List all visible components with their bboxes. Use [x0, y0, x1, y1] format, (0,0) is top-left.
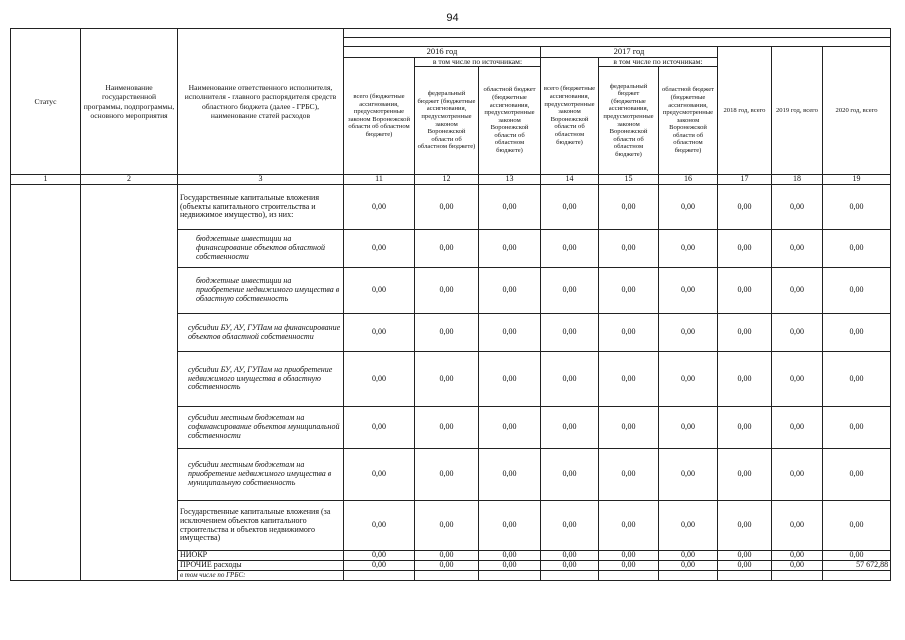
value-cell [718, 571, 772, 581]
value-cell: 0,00 [659, 314, 718, 352]
value-cell: 0,00 [541, 314, 599, 352]
budget-table [10, 28, 891, 581]
value-cell: 0,00 [415, 501, 479, 551]
value-cell: 0,00 [599, 407, 659, 449]
col-num: 14 [541, 175, 599, 185]
value-cell: 0,00 [344, 352, 415, 407]
value-cell: 0,00 [479, 407, 541, 449]
value-cell: 0,00 [659, 501, 718, 551]
value-cell: 0,00 [415, 230, 479, 268]
value-cell [344, 571, 415, 581]
header-2017-total: всего (бюджетные ассигнования, предусмотренные законом Воронежской области об областном бюджете) [541, 57, 599, 175]
row-label: субсидии местным бюджетам на приобретение недвижимого имущества в муниципальную собственность [178, 449, 344, 501]
value-cell: 0,00 [823, 352, 891, 407]
row-label: в том числе по ГРБС: [178, 571, 344, 581]
value-cell: 0,00 [344, 314, 415, 352]
header-year-2016: 2016 год [344, 47, 541, 58]
header-2016-total: всего (бюджетные ассигнования, предусмотренные законом Воронежской области об областном бюджете) [344, 57, 415, 175]
value-cell: 0,00 [599, 551, 659, 561]
header-2017-regional: областной бюджет (бюджетные ассигнования, предусмотренные законом Воронежской области об областном бюджете) [659, 67, 718, 175]
value-cell: 0,00 [718, 352, 772, 407]
row-label: субсидии БУ, АУ, ГУПам на финансирование объектов областной собственности [178, 314, 344, 352]
value-cell: 0,00 [772, 230, 823, 268]
value-cell: 0,00 [659, 268, 718, 314]
header-2016-regional: областной бюджет (бюджетные ассигнования, предусмотренные законом Воронежской области об областном бюджете) [479, 67, 541, 175]
value-cell: 0,00 [415, 314, 479, 352]
value-cell: 0,00 [823, 449, 891, 501]
row-label: бюджетные инвестиции на финансирование объектов областной собственности [178, 230, 344, 268]
value-cell: 0,00 [772, 551, 823, 561]
value-cell: 0,00 [479, 551, 541, 561]
column-numbers-row [11, 175, 891, 185]
value-cell: 0,00 [415, 561, 479, 571]
col-num: 19 [823, 175, 891, 185]
row-label: субсидии местным бюджетам на софинансирование объектов муниципальной собственности [178, 407, 344, 449]
value-cell: 0,00 [718, 501, 772, 551]
value-cell: 0,00 [599, 352, 659, 407]
value-cell: 0,00 [823, 314, 891, 352]
row-label: субсидии БУ, АУ, ГУПам на приобретение недвижимого имущества в областную собственность [178, 352, 344, 407]
col-num: 11 [344, 175, 415, 185]
header-2016-federal: федеральный бюджет (бюджетные ассигнования, предусмотренные законом Воронежской области об областном бюджете) [415, 67, 479, 175]
value-cell: 0,00 [823, 185, 891, 230]
value-cell: 0,00 [344, 561, 415, 571]
status-cell [11, 185, 81, 581]
header-2020: 2020 год, всего [823, 47, 891, 175]
value-cell: 0,00 [772, 268, 823, 314]
header-spacer-2 [344, 38, 891, 47]
value-cell [772, 571, 823, 581]
row-label: Государственные капитальные вложения (за исключением объектов капитального строительства и объектов недвижимого имущества) [178, 501, 344, 551]
value-cell: 0,00 [344, 185, 415, 230]
value-cell: 0,00 [718, 407, 772, 449]
value-cell: 0,00 [599, 185, 659, 230]
value-cell: 0,00 [415, 185, 479, 230]
value-cell [659, 571, 718, 581]
value-cell: 0,00 [415, 407, 479, 449]
value-cell: 57 672,88 [823, 561, 891, 571]
value-cell: 0,00 [823, 551, 891, 561]
value-cell: 0,00 [823, 501, 891, 551]
value-cell: 0,00 [599, 501, 659, 551]
value-cell: 0,00 [344, 407, 415, 449]
value-cell: 0,00 [772, 561, 823, 571]
header-spacer [344, 29, 891, 38]
value-cell: 0,00 [541, 352, 599, 407]
value-cell: 0,00 [772, 314, 823, 352]
value-cell: 0,00 [541, 407, 599, 449]
value-cell: 0,00 [659, 551, 718, 561]
value-cell: 0,00 [479, 230, 541, 268]
value-cell: 0,00 [823, 407, 891, 449]
value-cell: 0,00 [479, 314, 541, 352]
value-cell: 0,00 [415, 551, 479, 561]
value-cell: 0,00 [823, 230, 891, 268]
value-cell: 0,00 [479, 352, 541, 407]
value-cell: 0,00 [344, 230, 415, 268]
value-cell: 0,00 [344, 449, 415, 501]
header-2017-sources: в том числе по источникам: [599, 57, 718, 67]
value-cell [823, 571, 891, 581]
value-cell: 0,00 [772, 352, 823, 407]
value-cell: 0,00 [772, 185, 823, 230]
value-cell: 0,00 [599, 314, 659, 352]
value-cell: 0,00 [659, 185, 718, 230]
header-program: Наименование государственной программы, подпрограммы, основного мероприятия [81, 29, 178, 175]
value-cell: 0,00 [479, 561, 541, 571]
value-cell: 0,00 [479, 268, 541, 314]
col-num: 2 [81, 175, 178, 185]
value-cell: 0,00 [659, 561, 718, 571]
col-num: 1 [11, 175, 81, 185]
value-cell: 0,00 [541, 449, 599, 501]
row-label: Государственные капитальные вложения (объекты капитального строительства и недвижимое имущество), из них: [178, 185, 344, 230]
value-cell: 0,00 [541, 230, 599, 268]
value-cell: 0,00 [659, 449, 718, 501]
value-cell: 0,00 [344, 551, 415, 561]
value-cell: 0,00 [415, 268, 479, 314]
header-executor: Наименование ответственного исполнителя, исполнителя - главного распорядителя средств областного бюджета (далее - ГРБС), наименование статей расходов [178, 29, 344, 175]
value-cell: 0,00 [659, 407, 718, 449]
value-cell: 0,00 [479, 185, 541, 230]
header-status: Статус [11, 29, 81, 175]
value-cell: 0,00 [772, 407, 823, 449]
value-cell: 0,00 [541, 268, 599, 314]
col-num: 17 [718, 175, 772, 185]
program-cell [81, 185, 178, 581]
col-num: 12 [415, 175, 479, 185]
value-cell: 0,00 [718, 268, 772, 314]
value-cell: 0,00 [599, 230, 659, 268]
header-2017-federal: федеральный бюджет (бюджетные ассигнования, предусмотренные законом Воронежской области об областном бюджете) [599, 67, 659, 175]
header-year-2017: 2017 год [541, 47, 718, 58]
value-cell: 0,00 [718, 561, 772, 571]
value-cell: 0,00 [415, 352, 479, 407]
row-label: НИОКР [178, 551, 344, 561]
value-cell [415, 571, 479, 581]
value-cell: 0,00 [718, 449, 772, 501]
value-cell: 0,00 [659, 352, 718, 407]
header-2018: 2018 год, всего [718, 47, 772, 175]
value-cell: 0,00 [344, 268, 415, 314]
value-cell: 0,00 [479, 449, 541, 501]
value-cell: 0,00 [718, 185, 772, 230]
value-cell: 0,00 [772, 501, 823, 551]
page-number: 94 [446, 12, 459, 24]
row-label: бюджетные инвестиции на приобретение недвижимого имущества в областную собственность [178, 268, 344, 314]
header-2019: 2019 год, всего [772, 47, 823, 175]
value-cell: 0,00 [823, 268, 891, 314]
value-cell [541, 571, 599, 581]
value-cell: 0,00 [772, 449, 823, 501]
value-cell: 0,00 [344, 501, 415, 551]
value-cell: 0,00 [541, 551, 599, 561]
table-row [11, 185, 891, 230]
row-label: ПРОЧИЕ расходы [178, 561, 344, 571]
value-cell: 0,00 [479, 501, 541, 551]
col-num: 13 [479, 175, 541, 185]
value-cell: 0,00 [659, 230, 718, 268]
value-cell: 0,00 [541, 501, 599, 551]
value-cell: 0,00 [541, 561, 599, 571]
value-cell [599, 571, 659, 581]
col-num: 15 [599, 175, 659, 185]
value-cell: 0,00 [718, 314, 772, 352]
value-cell: 0,00 [599, 561, 659, 571]
value-cell: 0,00 [718, 230, 772, 268]
header-2016-sources: в том числе по источникам: [415, 57, 541, 67]
value-cell [479, 571, 541, 581]
col-num: 18 [772, 175, 823, 185]
value-cell: 0,00 [718, 551, 772, 561]
col-num: 3 [178, 175, 344, 185]
col-num: 16 [659, 175, 718, 185]
value-cell: 0,00 [599, 449, 659, 501]
value-cell: 0,00 [415, 449, 479, 501]
value-cell: 0,00 [599, 268, 659, 314]
value-cell: 0,00 [541, 185, 599, 230]
